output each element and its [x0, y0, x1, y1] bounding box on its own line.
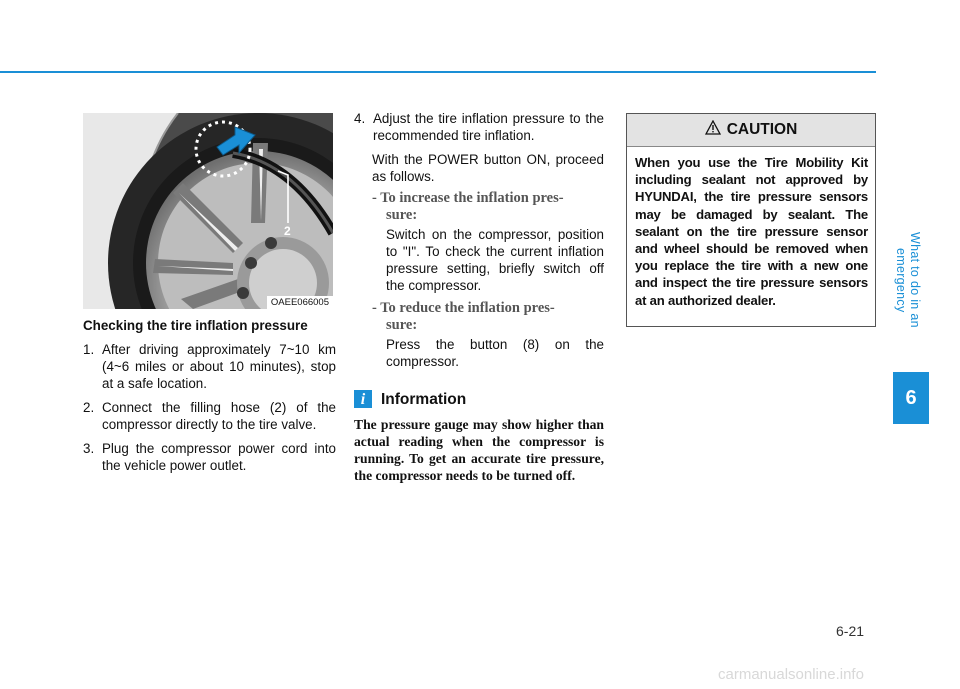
- step-text: After driving approximately 7~10 km (4~6 miles or about 10 minutes), stop at a safe location.: [102, 342, 336, 391]
- step-text: Adjust the tire inflation pressure to the recommended tire inflation.: [373, 111, 604, 143]
- warning-triangle-icon: [705, 120, 721, 140]
- caution-title: CAUTION: [726, 121, 798, 138]
- figure-code: OAEE066005: [267, 296, 333, 309]
- header-rule: [0, 71, 876, 73]
- figure-caption: Checking the tire inflation pressure: [83, 318, 308, 333]
- step-text: Connect the filling hose (2) of the compressor directly to the tire valve.: [102, 400, 336, 432]
- increase-pressure-heading: [354, 190, 604, 224]
- heading-line: - To increase the inflation pres-: [372, 190, 564, 206]
- step-item: [83, 341, 336, 392]
- figure-callout-label: 2: [284, 224, 291, 238]
- caution-text: When you use the Tire Mobility Kit including sealant not approved by HYUNDAI, the tire pressure sensors may be damaged by sealant. The sealant on the tire pressure sensor and wheel should be removed when you replace the tire with a new one and inspect the tire pressure sensors at an authorized dealer.: [635, 155, 868, 308]
- step-text: Plug the compressor power cord into the vehicle power outlet.: [102, 441, 336, 473]
- step-item: [354, 110, 604, 144]
- step-item: [83, 440, 336, 474]
- left-column: [83, 317, 336, 481]
- information-header: [354, 390, 604, 408]
- middle-column: [354, 110, 604, 484]
- reduce-pressure-heading: [354, 300, 604, 334]
- heading-line: - To reduce the inflation pres-: [372, 300, 555, 316]
- information-title: Information: [381, 390, 467, 408]
- step-number: 2.: [83, 400, 95, 415]
- watermark-text: carmanualsonline.info: [718, 666, 864, 683]
- heading-line: sure:: [386, 317, 418, 333]
- heading-line: sure:: [386, 207, 418, 223]
- page-number: 6-21: [836, 623, 865, 639]
- reduce-pressure-text: Press the button (8) on the compressor.: [386, 337, 604, 369]
- chapter-number-tab: 6: [893, 372, 929, 424]
- step-item: [83, 399, 336, 433]
- caution-box: [626, 113, 876, 327]
- information-text: The pressure gauge may show higher than actual reading when the compressor is running. To get an accurate tire pressure, the compressor needs to be turned off.: [354, 417, 604, 483]
- step-number: 4.: [354, 111, 366, 126]
- section-title-vertical: What to do in an emergency: [894, 232, 922, 328]
- procedure-intro: With the POWER button ON, proceed as follows.: [372, 152, 604, 184]
- caution-header: [627, 114, 875, 147]
- tire-valve-figure: [83, 113, 333, 309]
- step-number: 1.: [83, 342, 95, 357]
- step-number: 3.: [83, 441, 95, 456]
- increase-pressure-text: Switch on the compressor, position to "I". To check the current inflation pressure setting, briefly switch off the compressor.: [386, 227, 604, 293]
- tire-wheel-illustration: [83, 113, 333, 309]
- information-icon: i: [354, 390, 372, 408]
